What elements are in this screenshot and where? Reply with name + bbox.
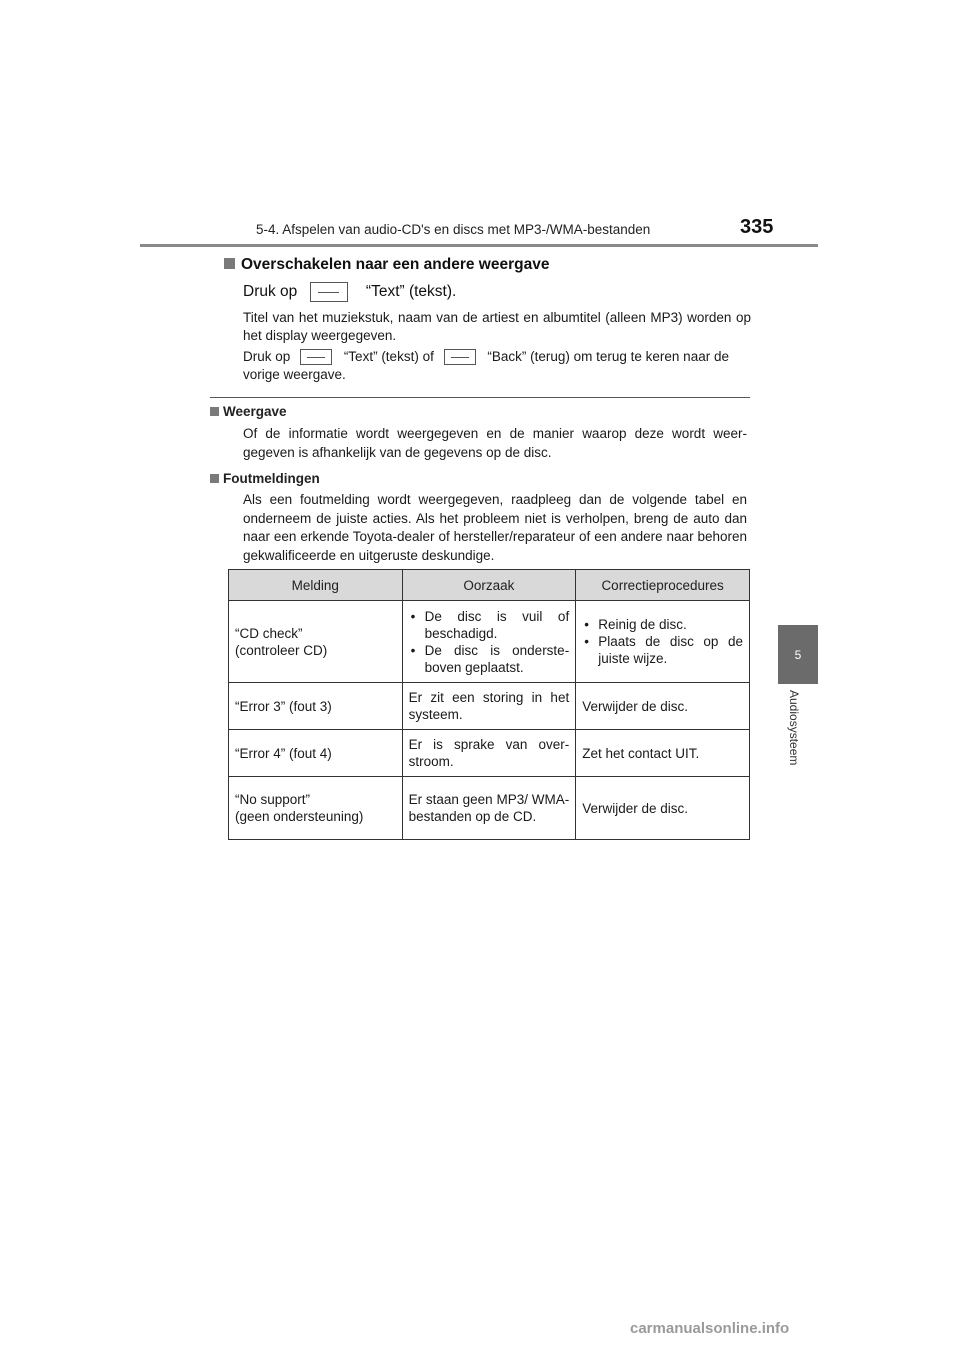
list-item: • Plaats de disc op de juiste wijze. [582, 633, 743, 667]
step-post: “Text” (tekst). [365, 283, 457, 301]
square-bullet-icon [210, 407, 219, 416]
list-item: • De disc is vuil of beschadigd. [409, 608, 570, 642]
table-cell-correctie: Verwijder de disc. [576, 683, 750, 730]
table-cell-oorzaak: Er staan geen MP3/ WMA-bestanden op de CD. [402, 777, 576, 840]
foutmeldingen-heading [210, 471, 320, 486]
table-cell-correctie: Zet het contact UIT. [576, 730, 750, 777]
note-display-info: Titel van het muziekstuk, naam van de artiest en albumtitel (alleen MP3) worden op het display weergegeven. [243, 310, 751, 343]
chapter-tab: 5 [778, 625, 818, 684]
square-bullet-icon [224, 258, 235, 269]
table-cell-melding [229, 777, 403, 840]
table-cell-oorzaak: Er zit een storing in het systeem. [402, 683, 576, 730]
melding-line: (controleer CD) [235, 642, 328, 658]
section-heading [224, 256, 549, 274]
table-cell-correctie: Verwijder de disc. [576, 777, 750, 840]
melding-line: (geen ondersteuning) [235, 809, 364, 824]
table-header-row [229, 570, 750, 601]
steering-switch-button-icon [300, 349, 332, 365]
step-pre: Druk op [243, 283, 298, 301]
list-item: • De disc is onderste-boven geplaatst. [409, 642, 570, 676]
header-title: 5-4. Afspelen van audio-CD's en discs met MP3-/WMA-bestanden [256, 222, 651, 237]
table-cell-melding: “Error 4” (fout 4) [229, 730, 403, 777]
table-row [229, 730, 750, 777]
page-number: 335 [740, 216, 774, 238]
watermark: carmanualsonline.info [630, 1320, 790, 1337]
note-return [243, 348, 751, 384]
note2-b: “Text” (tekst) of [343, 349, 434, 364]
column-header: Oorzaak [402, 570, 576, 601]
table-cell-oorzaak: Er is sprake van over-stroom. [402, 730, 576, 777]
steering-switch-button-icon [444, 349, 476, 365]
header-rule [140, 244, 818, 247]
table-row [229, 777, 750, 840]
table-row [229, 601, 750, 683]
error-table [228, 569, 750, 840]
column-header: Correctieprocedures [576, 570, 750, 601]
table-cell-correctie [576, 601, 750, 683]
steering-switch-button-icon [310, 282, 348, 302]
weergave-text: Of de informatie wordt weergegeven en de manier waarop deze wordt weer-gegeven is afhankelijk van de gegevens op de disc. [243, 426, 747, 460]
column-header: Melding [229, 570, 403, 601]
melding-line: “CD check” [235, 625, 303, 641]
weergave-heading [210, 404, 287, 419]
note2-c: “Back” (terug) om terug te keren naar de vorige weergave. [243, 349, 729, 382]
list-item: • Reinig de disc. [582, 616, 743, 633]
foutmeldingen-heading-text: Foutmeldingen [223, 471, 320, 486]
table-cell-melding [229, 601, 403, 683]
table-cell-melding: “Error 3” (fout 3) [229, 683, 403, 730]
table-cell-oorzaak [402, 601, 576, 683]
melding-line: “No support” [235, 792, 311, 807]
table-row [229, 683, 750, 730]
square-bullet-icon [210, 474, 219, 483]
weergave-heading-text: Weergave [223, 404, 287, 419]
step-instruction [243, 282, 456, 302]
chapter-label: Audiosysteem [787, 690, 801, 766]
foutmeldingen-text: Als een foutmelding wordt weergegeven, raadpleeg dan de volgende tabel en onderneem de juiste acties. Als het probleem niet is verholpen, breng de auto dan naar een erkende Toyota-dealer of hersteller/reparateur of een andere naar behoren gekwalificeerde en uitgeruste deskundige. [243, 492, 747, 563]
chapter-label-container [785, 690, 805, 810]
section-divider [210, 397, 750, 398]
note2-a: Druk op [243, 349, 291, 364]
section-heading-text: Overschakelen naar een andere weergave [241, 256, 550, 273]
